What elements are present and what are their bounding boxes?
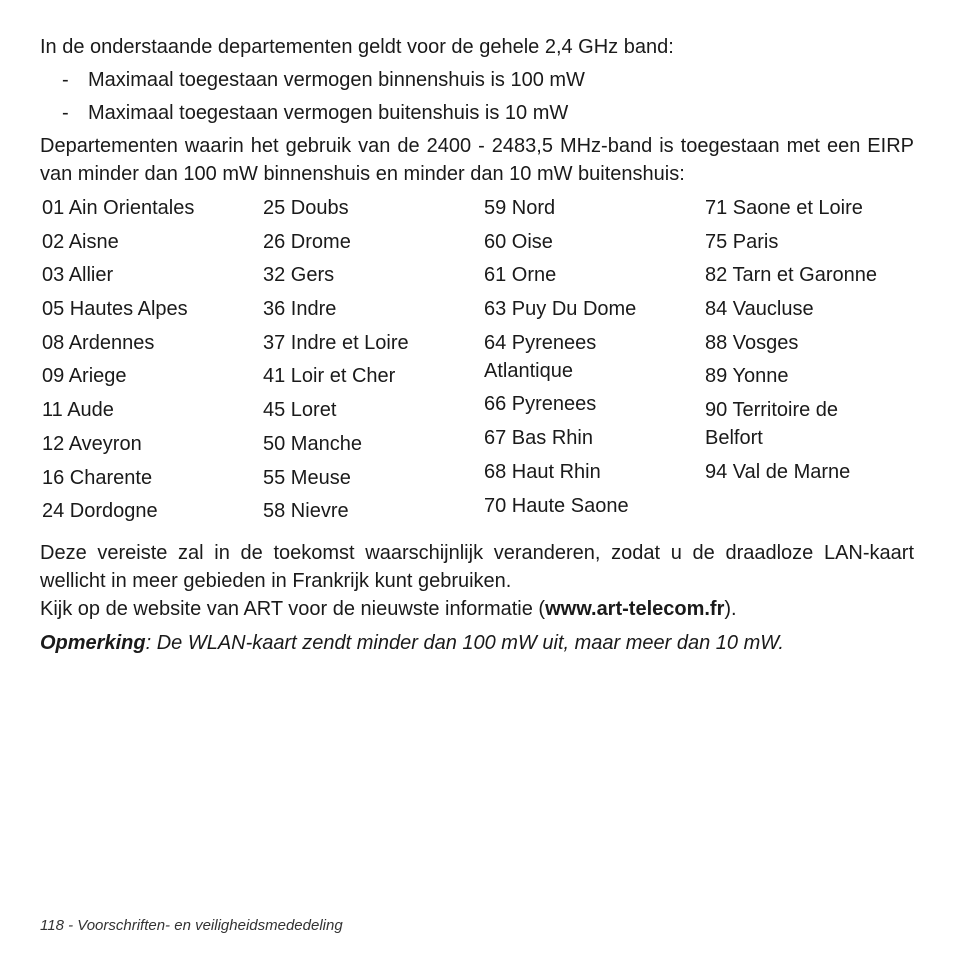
department-item: 63 Puy Du Dome — [484, 298, 637, 321]
department-item: 60 Oise — [484, 230, 553, 253]
list-item-text: Maximaal toegestaan vermogen buitenshuis is 10 mW — [88, 102, 569, 124]
departments-column-4 — [705, 194, 916, 531]
note-label: Opmerking — [40, 631, 146, 654]
department-item: 37 Indre et Loire — [263, 331, 409, 354]
art-website-link[interactable]: www.art-telecom.fr — [545, 597, 725, 620]
department-item: 03 Allier — [42, 264, 114, 287]
department-item: 70 Haute Saone — [484, 494, 629, 517]
department-item: 58 Nievre — [263, 500, 349, 523]
department-item: 26 Drome — [263, 230, 351, 253]
note-text: : De WLAN-kaart zendt minder dan 100 mW uit, maar meer dan 10 mW. — [145, 631, 784, 654]
department-item: 67 Bas Rhin — [484, 427, 593, 450]
department-item: 88 Vosges — [705, 331, 799, 354]
page-footer: 118 - Voorschriften- en veiligheidsmededeling — [40, 917, 343, 934]
department-item: 08 Ardennes — [42, 331, 155, 354]
website-text-suffix: ). — [724, 597, 737, 620]
department-item: 59 Nord — [484, 197, 556, 219]
department-item: 02 Aisne — [42, 230, 119, 253]
list-item-text: Maximaal toegestaan vermogen binnenshuis is 100 mW — [88, 69, 585, 91]
bullet-dash: - — [62, 69, 69, 91]
department-item: 64 Pyrenees Atlantique — [484, 331, 597, 382]
department-item: 94 Val de Marne — [705, 460, 851, 483]
department-item: 11 Aude — [42, 399, 114, 422]
page-content — [40, 33, 914, 657]
website-text — [40, 595, 914, 623]
departments-column-3 — [484, 194, 705, 531]
department-item: 55 Meuse — [263, 466, 351, 489]
department-item: 50 Manche — [263, 432, 362, 455]
intro-text: In de onderstaande departementen geldt voor de gehele 2,4 GHz band: — [40, 36, 674, 58]
department-item: 90 Territoire de Belfort — [705, 399, 839, 450]
department-item: 66 Pyrenees — [484, 393, 597, 416]
departments-table — [42, 194, 914, 531]
department-item: 16 Charente — [42, 466, 153, 489]
department-item: 45 Loret — [263, 399, 337, 422]
department-item: 82 Tarn et Garonne — [705, 264, 877, 287]
departments-column-2 — [263, 194, 484, 531]
website-text-prefix: Kijk op de website van ART voor de nieuwste informatie ( — [40, 597, 546, 620]
departments-column-1 — [42, 194, 263, 531]
note — [40, 629, 914, 657]
list-item — [40, 99, 914, 127]
list-item — [40, 66, 914, 94]
department-item: 01 Ain Orientales — [42, 197, 195, 219]
power-limits-list — [40, 66, 914, 127]
department-item: 36 Indre — [263, 298, 337, 321]
department-item: 84 Vaucluse — [705, 298, 814, 321]
department-item: 89 Yonne — [705, 365, 789, 388]
department-item: 12 Aveyron — [42, 432, 142, 455]
department-item: 71 Saone et Loire — [705, 197, 863, 219]
departments-intro-text: Departementen waarin het gebruik van de 2400 - 2483,5 MHz-band is toegestaan met een EIRP van minder dan 100 mW binnenshuis en minder dan 10 mW buitenshuis: — [40, 135, 914, 185]
department-item: 09 Ariege — [42, 365, 127, 388]
department-item: 05 Hautes Alpes — [42, 298, 188, 321]
department-item: 41 Loir et Cher — [263, 365, 396, 388]
department-item: 75 Paris — [705, 230, 779, 253]
department-item: 32 Gers — [263, 264, 335, 287]
department-item: 61 Orne — [484, 264, 557, 287]
future-change-text: Deze vereiste zal in de toekomst waarschijnlijk veranderen, zodat u de draadloze LAN-kaart wellicht in meer gebieden in Frankrijk kunt gebruiken. — [40, 541, 914, 592]
department-item: 68 Haut Rhin — [484, 460, 601, 483]
department-item: 25 Doubs — [263, 197, 349, 219]
bullet-dash: - — [62, 102, 69, 124]
department-item: 24 Dordogne — [42, 500, 158, 523]
